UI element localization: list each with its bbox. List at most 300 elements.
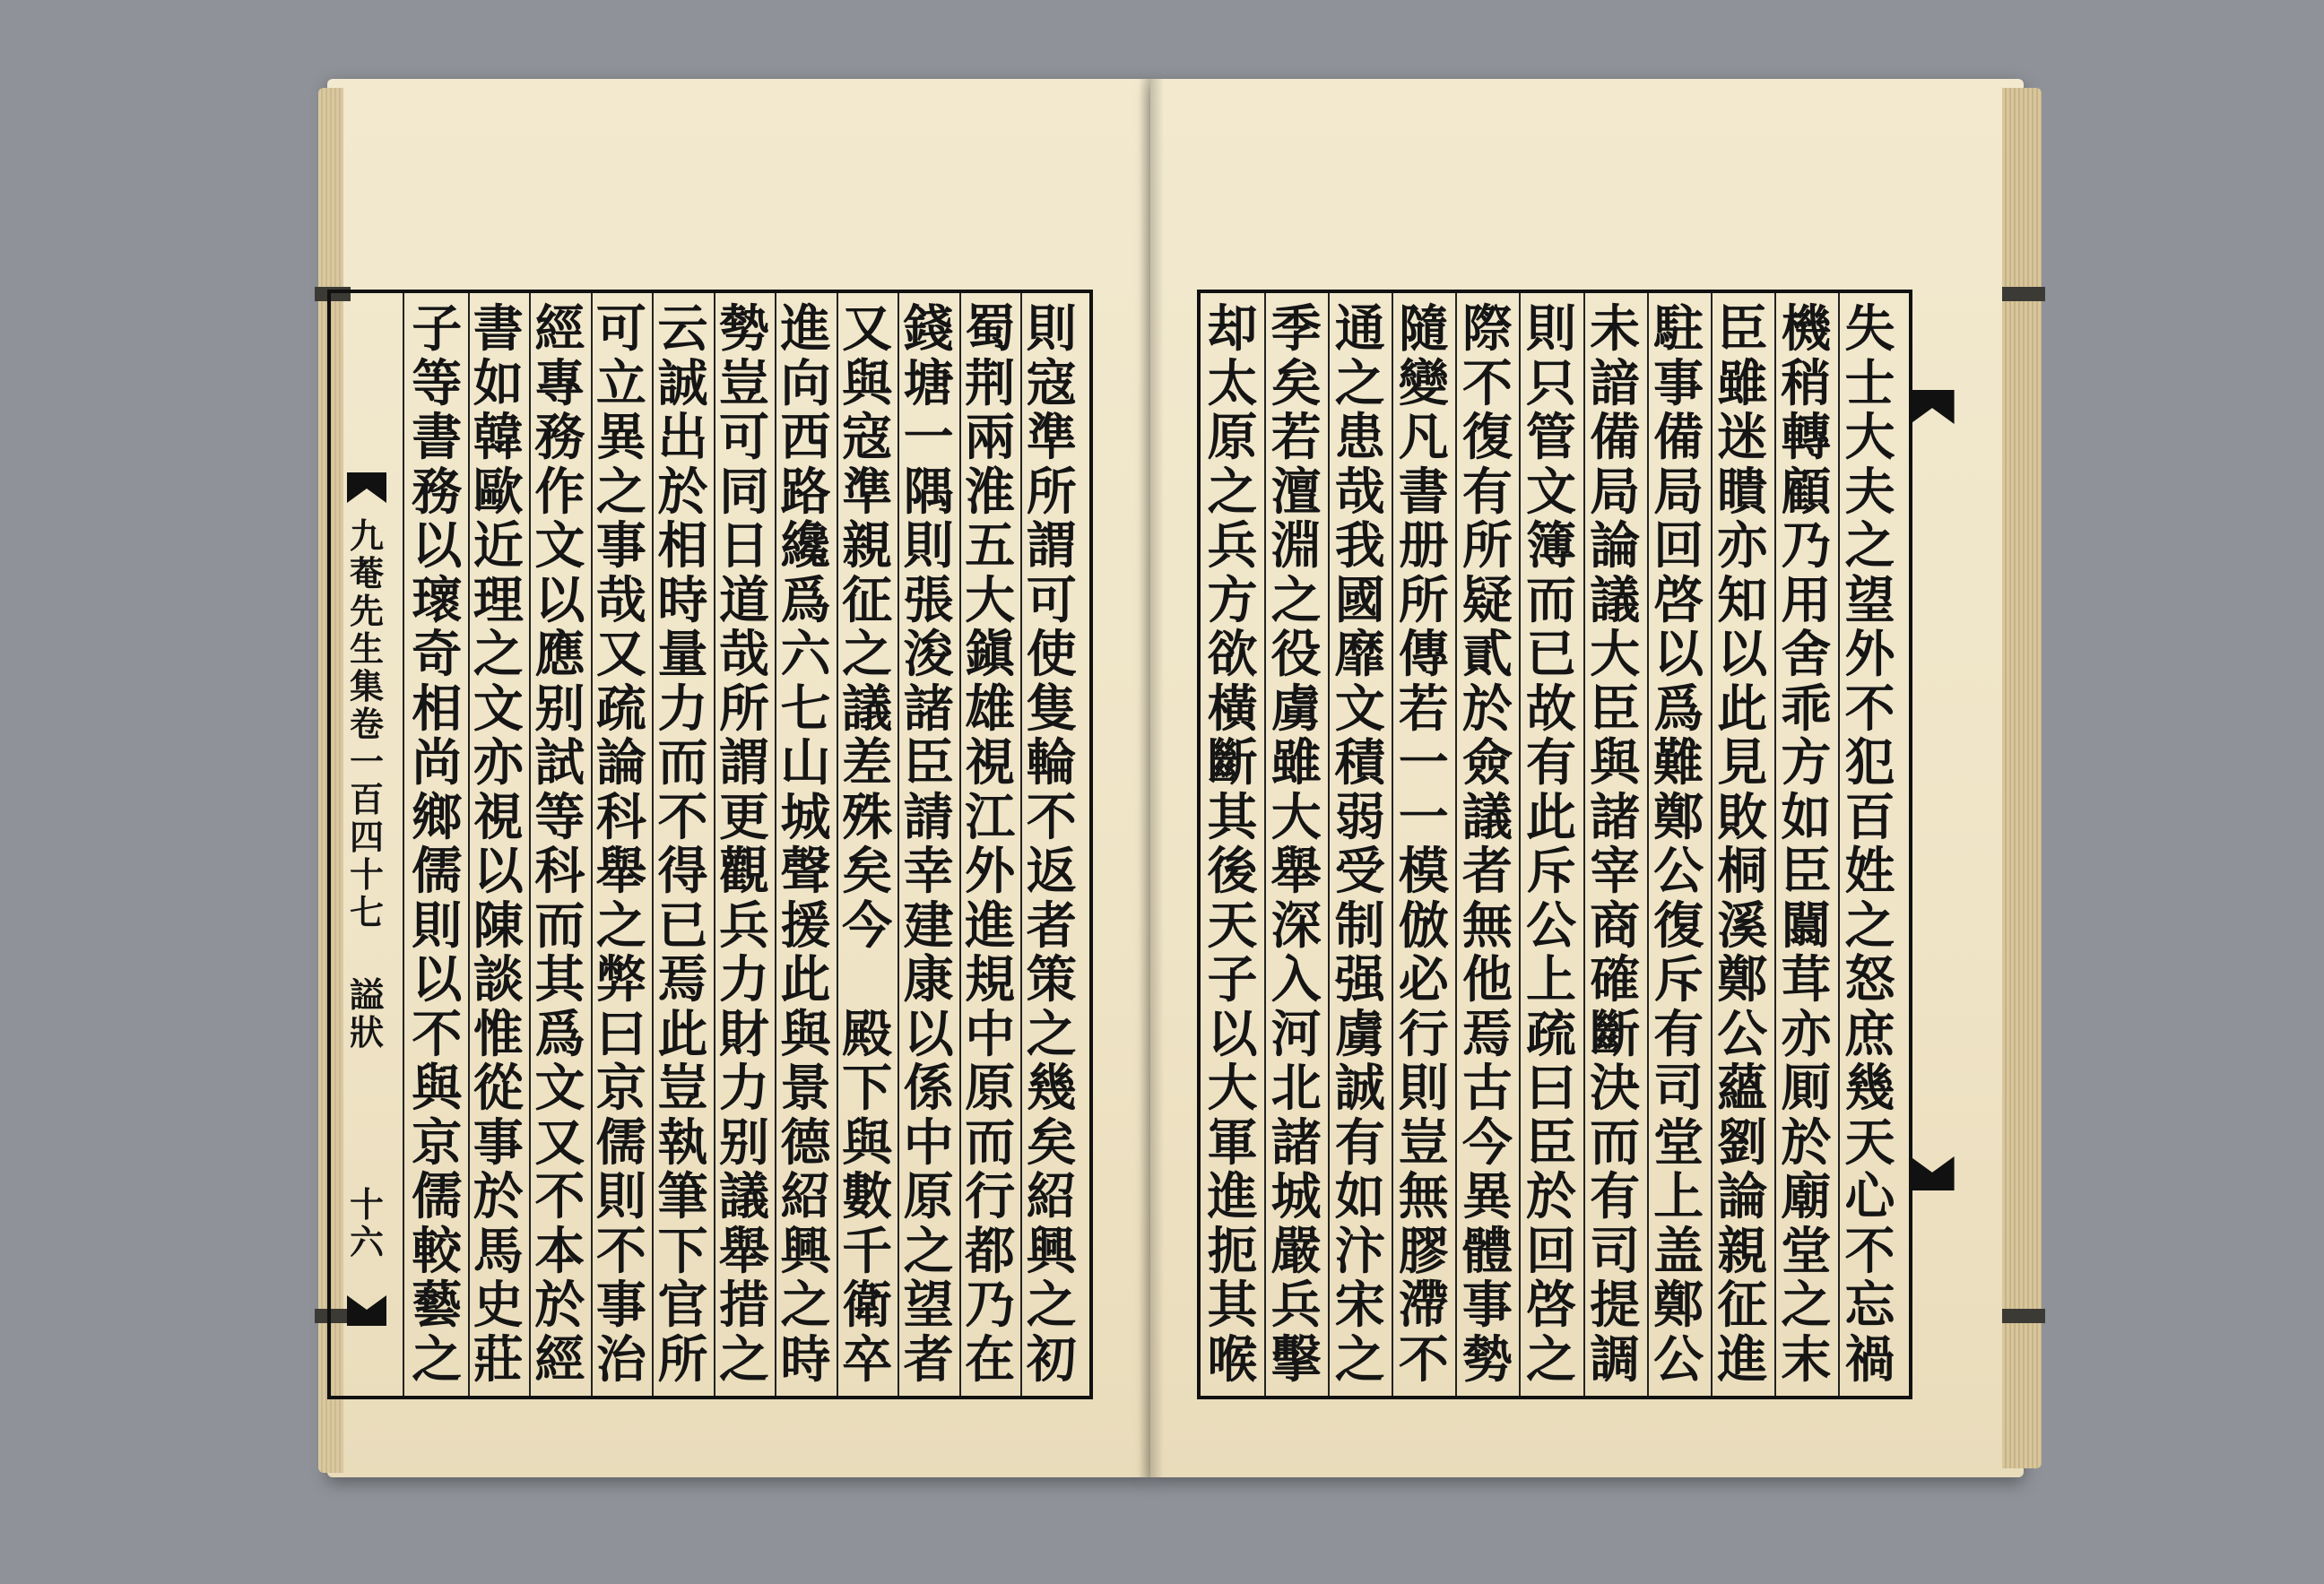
glyph: 儒 <box>412 1167 463 1226</box>
stitch-mark <box>2002 287 2045 301</box>
glyph: 文 <box>534 516 585 576</box>
glyph: 以 <box>412 950 463 1009</box>
glyph: 進 <box>965 896 1016 956</box>
glyph: 欲 <box>1207 625 1258 684</box>
text-column <box>1519 299 1583 1389</box>
glyph: 回 <box>1525 1221 1576 1281</box>
glyph: 與 <box>842 353 893 413</box>
glyph: 則 <box>412 896 463 956</box>
glyph: 駐 <box>1653 299 1704 359</box>
glyph: 一 <box>1398 733 1449 792</box>
glyph: 立 <box>595 353 646 413</box>
glyph: 諸 <box>1270 1112 1322 1173</box>
glyph: 闒 <box>1781 896 1832 956</box>
glyph: 哉 <box>595 570 646 630</box>
glyph: 興 <box>780 1221 831 1281</box>
glyph: 國 <box>1334 570 1385 630</box>
glyph: 上 <box>1653 1167 1704 1226</box>
glyph: 若 <box>1398 679 1449 739</box>
glyph: 弱 <box>1334 787 1385 847</box>
glyph: 擊 <box>1270 1329 1322 1389</box>
glyph: 喉 <box>1207 1329 1258 1389</box>
glyph: 其 <box>1207 1276 1258 1335</box>
glyph: 而 <box>534 896 585 956</box>
column-rule <box>1392 293 1393 1396</box>
glyph: 模 <box>1398 842 1449 901</box>
glyph: 於 <box>473 1167 524 1226</box>
glyph: 原 <box>1207 408 1258 467</box>
glyph: 一 <box>1398 787 1449 847</box>
glyph: 誠 <box>1334 1059 1385 1118</box>
glyph: 征 <box>842 570 893 630</box>
glyph: 受 <box>1334 842 1385 901</box>
glyph: 今 <box>1461 1112 1513 1173</box>
glyph: 今 <box>842 896 893 956</box>
glyph: 進 <box>780 299 831 359</box>
text-column <box>1647 299 1711 1389</box>
glyph: 虜 <box>1270 679 1322 739</box>
glyph: 不 <box>1461 353 1513 413</box>
glyph: 隻 <box>1026 679 1077 739</box>
glyph: 文 <box>1525 462 1576 522</box>
glyph: 稍 <box>1781 353 1832 413</box>
glyph: 差 <box>842 733 893 792</box>
glyph: 謂 <box>1026 516 1077 576</box>
glyph: 必 <box>1398 950 1449 1009</box>
glyph: 官 <box>657 1276 708 1335</box>
glyph: 忘 <box>1844 1276 1895 1335</box>
glyph: 鄉 <box>412 787 463 847</box>
glyph: 豈 <box>718 353 769 413</box>
glyph: 係 <box>903 1059 954 1118</box>
glyph: 臣 <box>1717 299 1768 359</box>
column-rule <box>1020 293 1022 1396</box>
glyph: 千 <box>842 1221 893 1281</box>
glyph: 靡 <box>1334 625 1385 684</box>
glyph: 深 <box>1270 896 1322 956</box>
glyph: 又 <box>595 625 646 684</box>
glyph: 豈 <box>1398 1112 1449 1173</box>
glyph: 劉 <box>1717 1112 1768 1173</box>
column-rule <box>714 293 715 1396</box>
glyph: 建 <box>903 896 954 956</box>
glyph: 五 <box>965 516 1016 576</box>
glyph <box>838 953 896 1008</box>
glyph: 别 <box>534 679 585 739</box>
glyph: 司 <box>1653 1059 1704 1118</box>
glyph: 司 <box>1590 1221 1641 1281</box>
glyph: 變 <box>1398 353 1449 413</box>
glyph: 時 <box>657 570 708 630</box>
glyph: 簿 <box>1525 516 1576 576</box>
glyph: 議 <box>1590 570 1641 630</box>
glyph: 敗 <box>1717 787 1768 847</box>
glyph: 此 <box>780 950 831 1009</box>
glyph: 謂 <box>718 733 769 792</box>
glyph: 力 <box>718 950 769 1009</box>
glyph: 禍 <box>1844 1329 1895 1389</box>
text-column <box>1328 299 1392 1389</box>
book-title-vertical <box>350 517 384 931</box>
glyph: 又 <box>534 1112 585 1173</box>
text-column <box>837 299 898 1389</box>
glyph: 莊 <box>473 1329 524 1389</box>
glyph: 盖 <box>1653 1221 1704 1281</box>
glyph: 誠 <box>657 353 708 413</box>
glyph: 在 <box>965 1329 1016 1389</box>
glyph: 豈 <box>657 1059 708 1118</box>
glyph: 幸 <box>903 842 954 901</box>
glyph: 疑 <box>1461 570 1513 630</box>
glyph: 乃 <box>1781 516 1832 576</box>
glyph: 生 <box>349 628 384 669</box>
glyph: 亦 <box>1781 1004 1832 1064</box>
glyph: 歐 <box>473 462 524 522</box>
text-column <box>1774 299 1838 1389</box>
glyph: 纔 <box>780 516 831 576</box>
glyph: 大 <box>1590 625 1641 684</box>
glyph: 務 <box>412 462 463 522</box>
glyph: 季 <box>1270 299 1322 359</box>
column-rule <box>1774 293 1776 1396</box>
glyph: 力 <box>718 1059 769 1118</box>
glyph: 如 <box>1334 1167 1385 1226</box>
glyph: 淵 <box>1270 516 1322 576</box>
glyph: 犯 <box>1844 733 1895 792</box>
glyph: 事 <box>595 516 646 576</box>
glyph: 衛 <box>842 1276 893 1335</box>
glyph: 大 <box>965 570 1016 630</box>
glyph: 而 <box>1590 1112 1641 1173</box>
glyph: 之 <box>1026 1276 1077 1335</box>
glyph: 矣 <box>1026 1112 1077 1173</box>
glyph: 康 <box>903 950 954 1009</box>
glyph: 菴 <box>349 553 384 593</box>
glyph: 九 <box>349 515 384 556</box>
glyph: 文 <box>1334 679 1385 739</box>
glyph: 執 <box>657 1112 708 1173</box>
glyph: 筆 <box>657 1167 708 1226</box>
glyph: 從 <box>473 1059 524 1118</box>
glyph: 凡 <box>1398 408 1449 467</box>
glyph: 應 <box>534 625 585 684</box>
glyph: 則 <box>1525 299 1576 359</box>
text-column <box>1711 299 1774 1389</box>
glyph: 幾 <box>1844 1059 1895 1118</box>
glyph: 疏 <box>1525 1004 1576 1064</box>
glyph: 於 <box>1461 679 1513 739</box>
glyph: 出 <box>657 408 708 467</box>
glyph: 財 <box>718 1004 769 1064</box>
glyph: 紹 <box>780 1167 831 1226</box>
glyph: 公 <box>1653 842 1704 901</box>
glyph: 與 <box>412 1059 463 1118</box>
glyph: 同 <box>718 462 769 522</box>
glyph: 之 <box>1334 1329 1385 1389</box>
glyph: 之 <box>718 1329 769 1389</box>
glyph: 又 <box>842 299 893 359</box>
glyph: 用 <box>1781 570 1832 630</box>
glyph: 復 <box>1653 896 1704 956</box>
glyph: 知 <box>1717 570 1768 630</box>
glyph: 勢 <box>1461 1329 1513 1389</box>
glyph: 溪 <box>1717 896 1768 956</box>
glyph: 啓 <box>1653 570 1704 630</box>
glyph: 之 <box>780 1276 831 1335</box>
glyph: 有 <box>1653 1004 1704 1064</box>
glyph: 較 <box>412 1221 463 1281</box>
glyph: 復 <box>1461 408 1513 467</box>
glyph: 集 <box>349 666 384 706</box>
glyph: 難 <box>1653 733 1704 792</box>
column-rule <box>591 293 593 1396</box>
glyph: 姓 <box>1844 842 1895 901</box>
glyph: 斥 <box>1525 842 1576 901</box>
fishtail-mark-icon <box>1910 390 1955 424</box>
glyph: 之 <box>473 625 524 684</box>
glyph: 以 <box>412 516 463 576</box>
glyph: 輪 <box>1026 733 1077 792</box>
glyph: 策 <box>1026 950 1077 1009</box>
glyph: 與 <box>842 1112 893 1173</box>
glyph: 亦 <box>473 733 524 792</box>
glyph: 征 <box>1717 1276 1768 1335</box>
glyph: 數 <box>842 1167 893 1226</box>
glyph: 可 <box>595 299 646 359</box>
glyph: 舉 <box>1270 842 1322 901</box>
glyph: 一 <box>349 741 384 782</box>
glyph: 乃 <box>965 1276 1016 1335</box>
glyph: 舍 <box>1781 625 1832 684</box>
right-text-frame <box>1197 290 1912 1399</box>
glyph: 卷 <box>349 704 384 744</box>
glyph: 諸 <box>903 679 954 739</box>
glyph: 役 <box>1270 625 1322 684</box>
glyph: 外 <box>965 842 1016 901</box>
glyph: 京 <box>412 1112 463 1173</box>
text-column <box>1020 299 1082 1389</box>
glyph: 軍 <box>1207 1112 1258 1173</box>
glyph: 備 <box>1590 408 1641 467</box>
column-rule <box>403 293 404 1396</box>
glyph: 城 <box>780 787 831 847</box>
glyph: 備 <box>1653 408 1704 467</box>
glyph: 而 <box>657 733 708 792</box>
stitch-mark <box>2002 1309 2045 1323</box>
glyph: 轉 <box>1781 408 1832 467</box>
column-rule <box>1264 293 1266 1396</box>
glyph: 於 <box>1781 1112 1832 1173</box>
text-column <box>1264 299 1328 1389</box>
glyph: 者 <box>903 1329 954 1389</box>
glyph: 作 <box>534 462 585 522</box>
glyph: 公 <box>1717 1004 1768 1064</box>
glyph: 不 <box>1398 1329 1449 1389</box>
glyph: 庶 <box>1844 1004 1895 1064</box>
glyph: 狀 <box>349 1012 384 1052</box>
glyph: 量 <box>657 625 708 684</box>
glyph: 惟 <box>473 1004 524 1064</box>
glyph: 諸 <box>1590 787 1641 847</box>
glyph: 焉 <box>657 950 708 1009</box>
glyph: 調 <box>1590 1329 1641 1389</box>
glyph: 機 <box>1781 299 1832 359</box>
glyph: 云 <box>657 299 708 359</box>
glyph: 公 <box>1525 896 1576 956</box>
glyph: 堂 <box>1781 1221 1832 1281</box>
glyph: 奇 <box>412 625 463 684</box>
glyph: 舉 <box>595 842 646 901</box>
glyph: 鎭 <box>965 625 1016 684</box>
text-column <box>1455 299 1519 1389</box>
glyph: 爲 <box>1653 679 1704 739</box>
glyph: 臣 <box>903 733 954 792</box>
glyph: 下 <box>657 1221 708 1281</box>
glyph: 未 <box>1590 299 1641 359</box>
glyph: 望 <box>903 1276 954 1335</box>
glyph: 七 <box>780 679 831 739</box>
glyph: 兩 <box>965 408 1016 467</box>
glyph: 路 <box>780 462 831 522</box>
glyph: 紹 <box>1026 1167 1077 1226</box>
glyph: 之 <box>1844 896 1895 956</box>
glyph: 雄 <box>965 679 1016 739</box>
glyph: 虜 <box>1334 1004 1385 1064</box>
glyph: 先 <box>349 591 384 631</box>
glyph: 初 <box>1026 1329 1077 1389</box>
glyph: 書 <box>473 299 524 359</box>
glyph: 則 <box>595 1167 646 1226</box>
glyph: 視 <box>473 787 524 847</box>
glyph: 中 <box>965 1004 1016 1064</box>
glyph: 者 <box>1026 896 1077 956</box>
glyph: 太 <box>1207 353 1258 413</box>
glyph: 蜀 <box>965 299 1016 359</box>
glyph: 可 <box>718 408 769 467</box>
glyph: 事 <box>1653 353 1704 413</box>
glyph: 後 <box>1207 842 1258 901</box>
glyph: 議 <box>842 679 893 739</box>
glyph: 乖 <box>1781 679 1832 739</box>
column-rule <box>1328 293 1330 1396</box>
glyph: 望 <box>1844 570 1895 630</box>
glyph: 若 <box>1270 408 1322 467</box>
column-rule <box>1455 293 1457 1396</box>
glyph: 準 <box>1026 408 1077 467</box>
glyph: 不 <box>412 1004 463 1064</box>
glyph: 書 <box>1398 462 1449 522</box>
glyph: 廟 <box>1781 1167 1832 1226</box>
glyph: 瓌 <box>412 570 463 630</box>
glyph: 通 <box>1334 299 1385 359</box>
glyph: 與 <box>1590 733 1641 792</box>
glyph: 桐 <box>1717 842 1768 901</box>
column-rule <box>898 293 899 1396</box>
text-column <box>652 299 714 1389</box>
glyph: 子 <box>412 299 463 359</box>
glyph: 決 <box>1590 1059 1641 1118</box>
glyph: 舉 <box>718 1221 769 1281</box>
glyph: 入 <box>1270 950 1322 1009</box>
text-column <box>898 299 959 1389</box>
glyph: 十 <box>349 1184 384 1225</box>
glyph: 北 <box>1270 1059 1322 1118</box>
text-column <box>529 299 591 1389</box>
glyph: 文 <box>534 1059 585 1118</box>
glyph: 其 <box>1207 787 1258 847</box>
glyph: 於 <box>657 462 708 522</box>
glyph: 專 <box>534 353 585 413</box>
glyph: 韓 <box>473 408 524 467</box>
glyph: 視 <box>965 733 1016 792</box>
glyph: 規 <box>965 950 1016 1009</box>
glyph: 堂 <box>1653 1112 1704 1173</box>
text-column <box>1201 299 1264 1389</box>
glyph: 議 <box>1461 787 1513 847</box>
glyph: 夫 <box>1844 462 1895 522</box>
glyph: 疏 <box>595 679 646 739</box>
glyph: 商 <box>1590 896 1641 956</box>
glyph: 原 <box>903 1167 954 1226</box>
glyph: 藝 <box>412 1276 463 1335</box>
glyph: 回 <box>1653 516 1704 576</box>
glyph: 尚 <box>412 733 463 792</box>
glyph: 際 <box>1461 299 1513 359</box>
text-column <box>959 299 1021 1389</box>
glyph: 城 <box>1270 1167 1322 1226</box>
glyph: 所 <box>657 1329 708 1389</box>
glyph: 局 <box>1653 462 1704 522</box>
glyph: 不 <box>1844 1221 1895 1281</box>
glyph: 已 <box>1525 625 1576 684</box>
glyph: 異 <box>595 408 646 467</box>
glyph: 宰 <box>1590 842 1641 901</box>
glyph: 其 <box>534 950 585 1009</box>
glyph: 務 <box>534 408 585 467</box>
glyph: 天 <box>1844 1112 1895 1173</box>
glyph: 不 <box>1844 679 1895 739</box>
glyph: 異 <box>1461 1167 1513 1226</box>
column-rule <box>1711 293 1713 1396</box>
glyph: 之 <box>1334 353 1385 413</box>
glyph: 得 <box>657 842 708 901</box>
glyph: 士 <box>1844 353 1895 413</box>
glyph: 治 <box>595 1329 646 1389</box>
glyph: 所 <box>1461 516 1513 576</box>
glyph: 顧 <box>1781 462 1832 522</box>
glyph: 所 <box>718 679 769 739</box>
glyph: 論 <box>1590 516 1641 576</box>
glyph: 則 <box>903 516 954 576</box>
glyph: 論 <box>1717 1167 1768 1226</box>
open-book <box>327 79 2024 1477</box>
column-rule <box>959 293 961 1396</box>
glyph: 等 <box>534 787 585 847</box>
fishtail-mark-icon <box>347 472 386 503</box>
text-column <box>1583 299 1647 1389</box>
glyph: 更 <box>718 787 769 847</box>
glyph: 一 <box>903 408 954 467</box>
glyph: 曰 <box>595 1004 646 1064</box>
column-rule <box>1583 293 1585 1396</box>
glyph: 請 <box>903 787 954 847</box>
glyph: 見 <box>1717 733 1768 792</box>
glyph: 文 <box>473 679 524 739</box>
glyph: 啓 <box>1525 1276 1576 1335</box>
glyph: 中 <box>903 1112 954 1173</box>
text-column <box>591 299 653 1389</box>
glyph: 之 <box>412 1329 463 1389</box>
